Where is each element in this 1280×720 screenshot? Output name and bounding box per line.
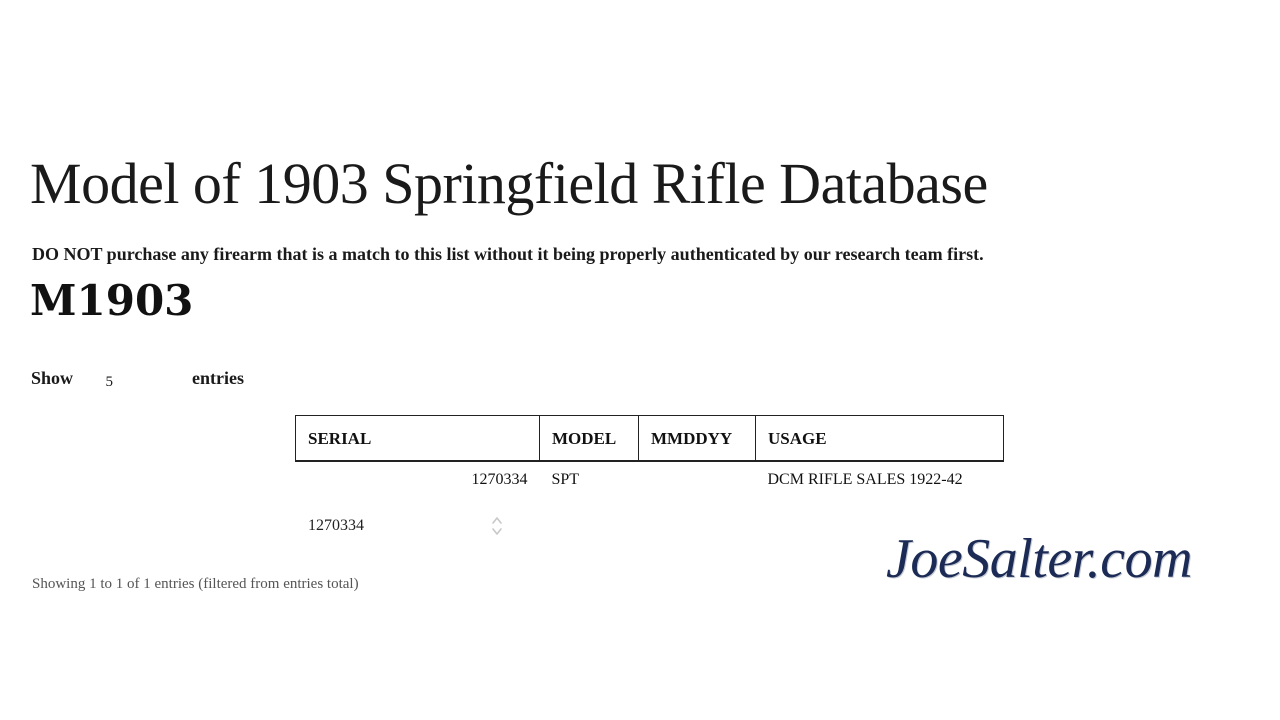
joesalter-watermark: JoeSalter.com <box>886 528 1193 590</box>
cell-usage: DCM RIFLE SALES 1922-42 <box>767 471 963 488</box>
column-header-mmddyy[interactable]: MMDDYY <box>639 416 756 462</box>
entries-length-control <box>31 368 244 391</box>
table-row <box>296 461 1004 498</box>
table-header-row <box>296 416 1004 462</box>
entries-label: entries <box>192 368 245 388</box>
serial-filter[interactable] <box>308 514 508 540</box>
spinner-icon[interactable] <box>491 514 503 538</box>
column-header-model[interactable]: MODEL <box>540 416 639 462</box>
serial-filter-value: 1270334 <box>308 517 364 534</box>
column-header-serial[interactable]: SERIAL <box>296 416 540 462</box>
table-info-text: Showing 1 to 1 of 1 entries (filtered from entries total) <box>32 576 359 592</box>
purchase-warning: DO NOT purchase any firearm that is a match to this list without it being properly authenticated by our research team first. <box>32 244 984 264</box>
show-label: Show <box>31 368 74 388</box>
column-header-usage[interactable]: USAGE <box>756 416 1004 462</box>
entries-length-select[interactable]: 5 <box>105 374 114 390</box>
section-title: M1903 <box>30 276 194 325</box>
page-title: Model of 1903 Springfield Rifle Database <box>30 151 988 216</box>
table-info-cut <box>32 576 412 592</box>
cell-serial: 1270334 <box>471 471 528 488</box>
cell-model: SPT <box>551 471 580 488</box>
cell-mmddyy <box>639 461 756 498</box>
rifle-database-table <box>295 415 1004 498</box>
